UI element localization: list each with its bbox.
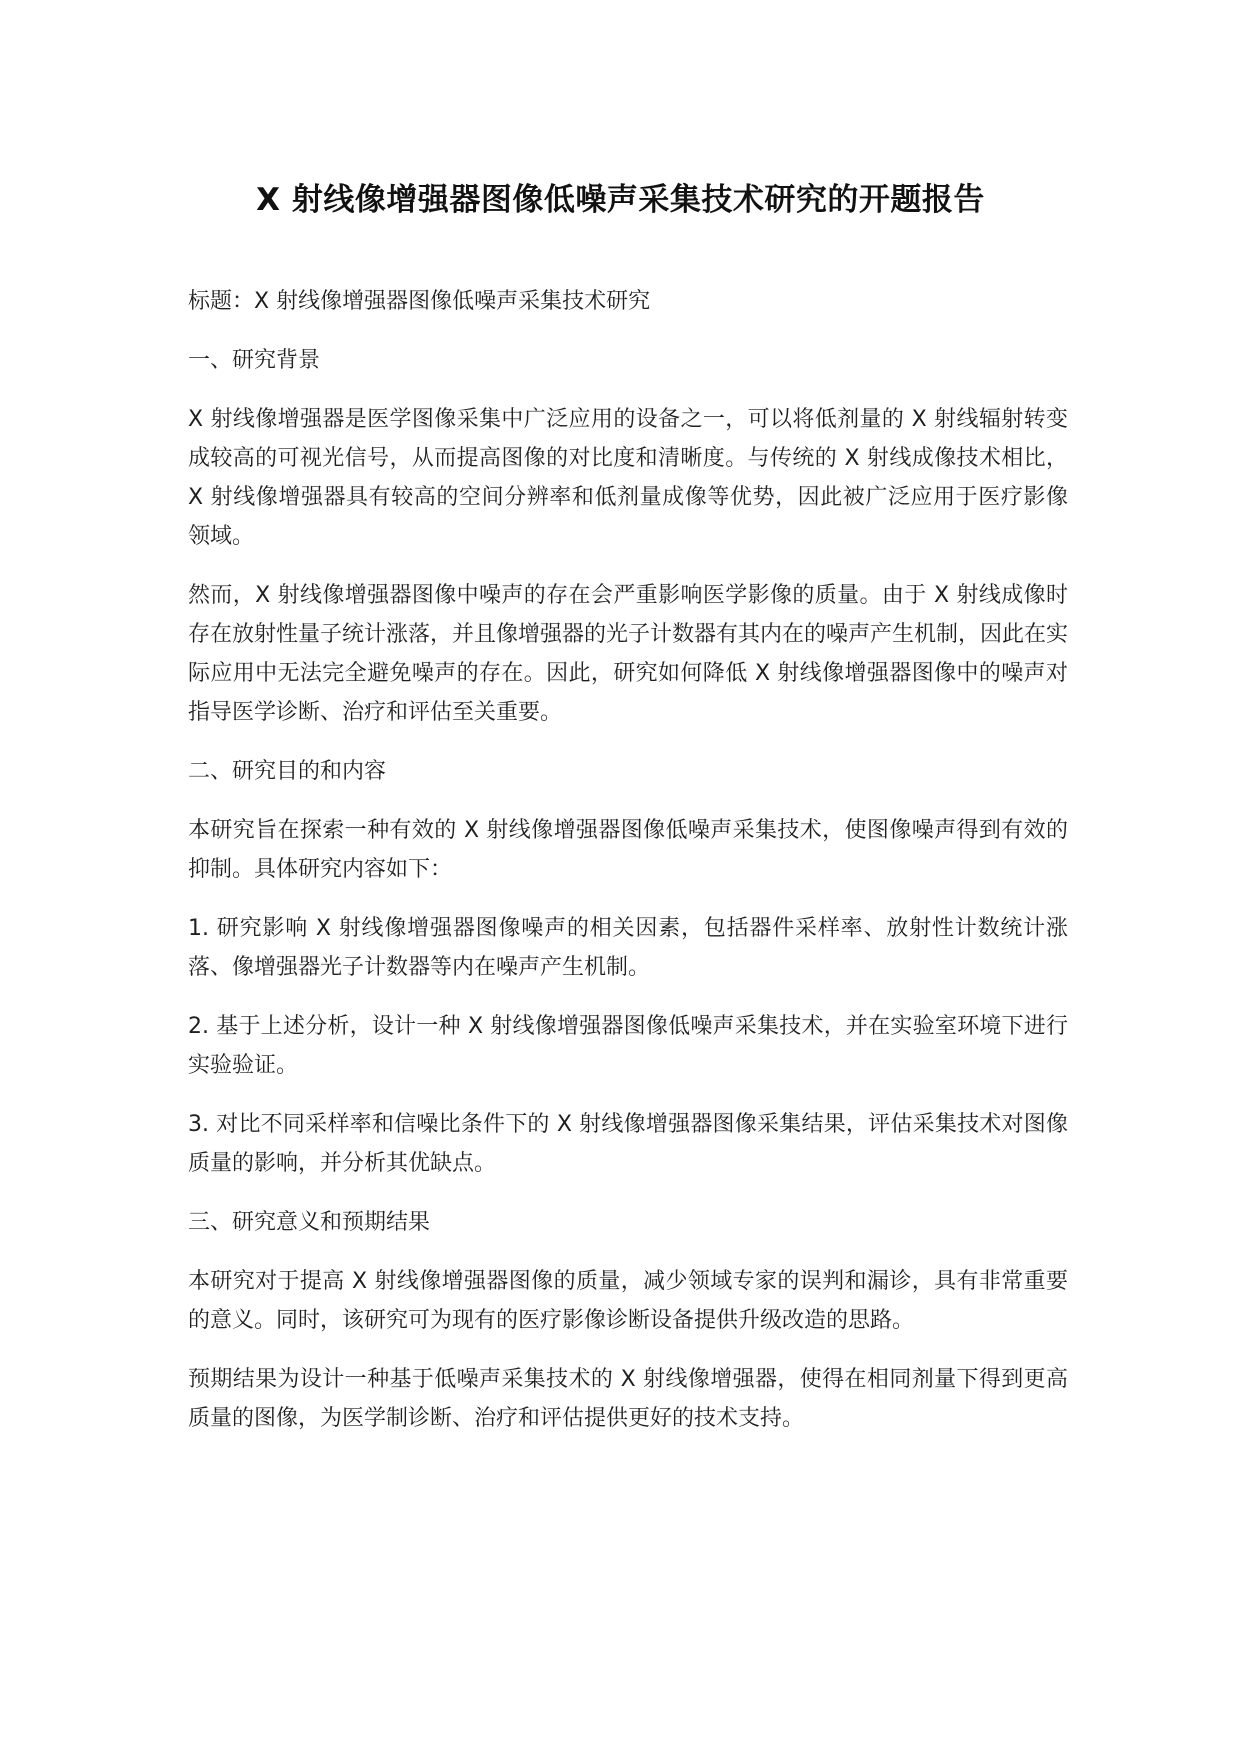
paragraph: 然而，X 射线像增强器图像中噪声的存在会严重影响医学影像的质量。由于 X 射线成像时存在放射性量子统计涨落，并且像增强器的光子计数器有其内在的噪声产生机制，因此在实际应用中无法完全避免噪声的存在。因此，研究如何降低 X 射线像增强器图像中的噪声对指导医学诊断、治疗和评估至关重要。 — [188, 583, 1069, 725]
paragraph: 预期结果为设计一种基于低噪声采集技术的 X 射线像增强器，使得在相同剂量下得到更高质量的图像，为医学制诊断、治疗和评估提供更好的技术支持。 — [188, 1367, 1068, 1431]
section-heading-significance: 三、研究意义和预期结果 — [188, 1210, 431, 1235]
paragraph: 本研究旨在探索一种有效的 X 射线像增强器图像低噪声采集技术，使图像噪声得到有效的抑制。具体研究内容如下： — [188, 818, 1068, 882]
document-title: X 射线像增强器图像低噪声采集技术研究的开题报告 — [256, 182, 985, 218]
paragraph: X 射线像增强器是医学图像采集中广泛应用的设备之一，可以将低剂量的 X 射线辐射转变成较高的可视光信号，从而提高图像的对比度和清晰度。与传统的 X 射线成像技术相比，X 射线像增强器具有较高的空间分辨率和低剂量成像等优势，因此被广泛应用于医疗影像领域。 — [188, 407, 1068, 549]
section-heading-background: 一、研究背景 — [188, 348, 321, 373]
list-item: 1. 研究影响 X 射线像增强器图像噪声的相关因素，包括器件采样率、放射性计数统计涨落、像增强器光子计数器等内在噪声产生机制。 — [188, 916, 1068, 980]
list-item: 3. 对比不同采样率和信噪比条件下的 X 射线像增强器图像采集结果，评估采集技术对图像质量的影响，并分析其优缺点。 — [188, 1112, 1068, 1176]
title-line: 标题：X 射线像增强器图像低噪声采集技术研究 — [188, 289, 651, 314]
list-item: 2. 基于上述分析，设计一种 X 射线像增强器图像低噪声采集技术，并在实验室环境下进行实验验证。 — [188, 1014, 1068, 1078]
document-body — [188, 282, 1068, 1458]
paragraph: 本研究对于提高 X 射线像增强器图像的质量，减少领域专家的误判和漏诊，具有非常重要的意义。同时，该研究可为现有的医疗影像诊断设备提供升级改造的思路。 — [188, 1269, 1068, 1333]
section-heading-objectives: 二、研究目的和内容 — [188, 759, 387, 784]
